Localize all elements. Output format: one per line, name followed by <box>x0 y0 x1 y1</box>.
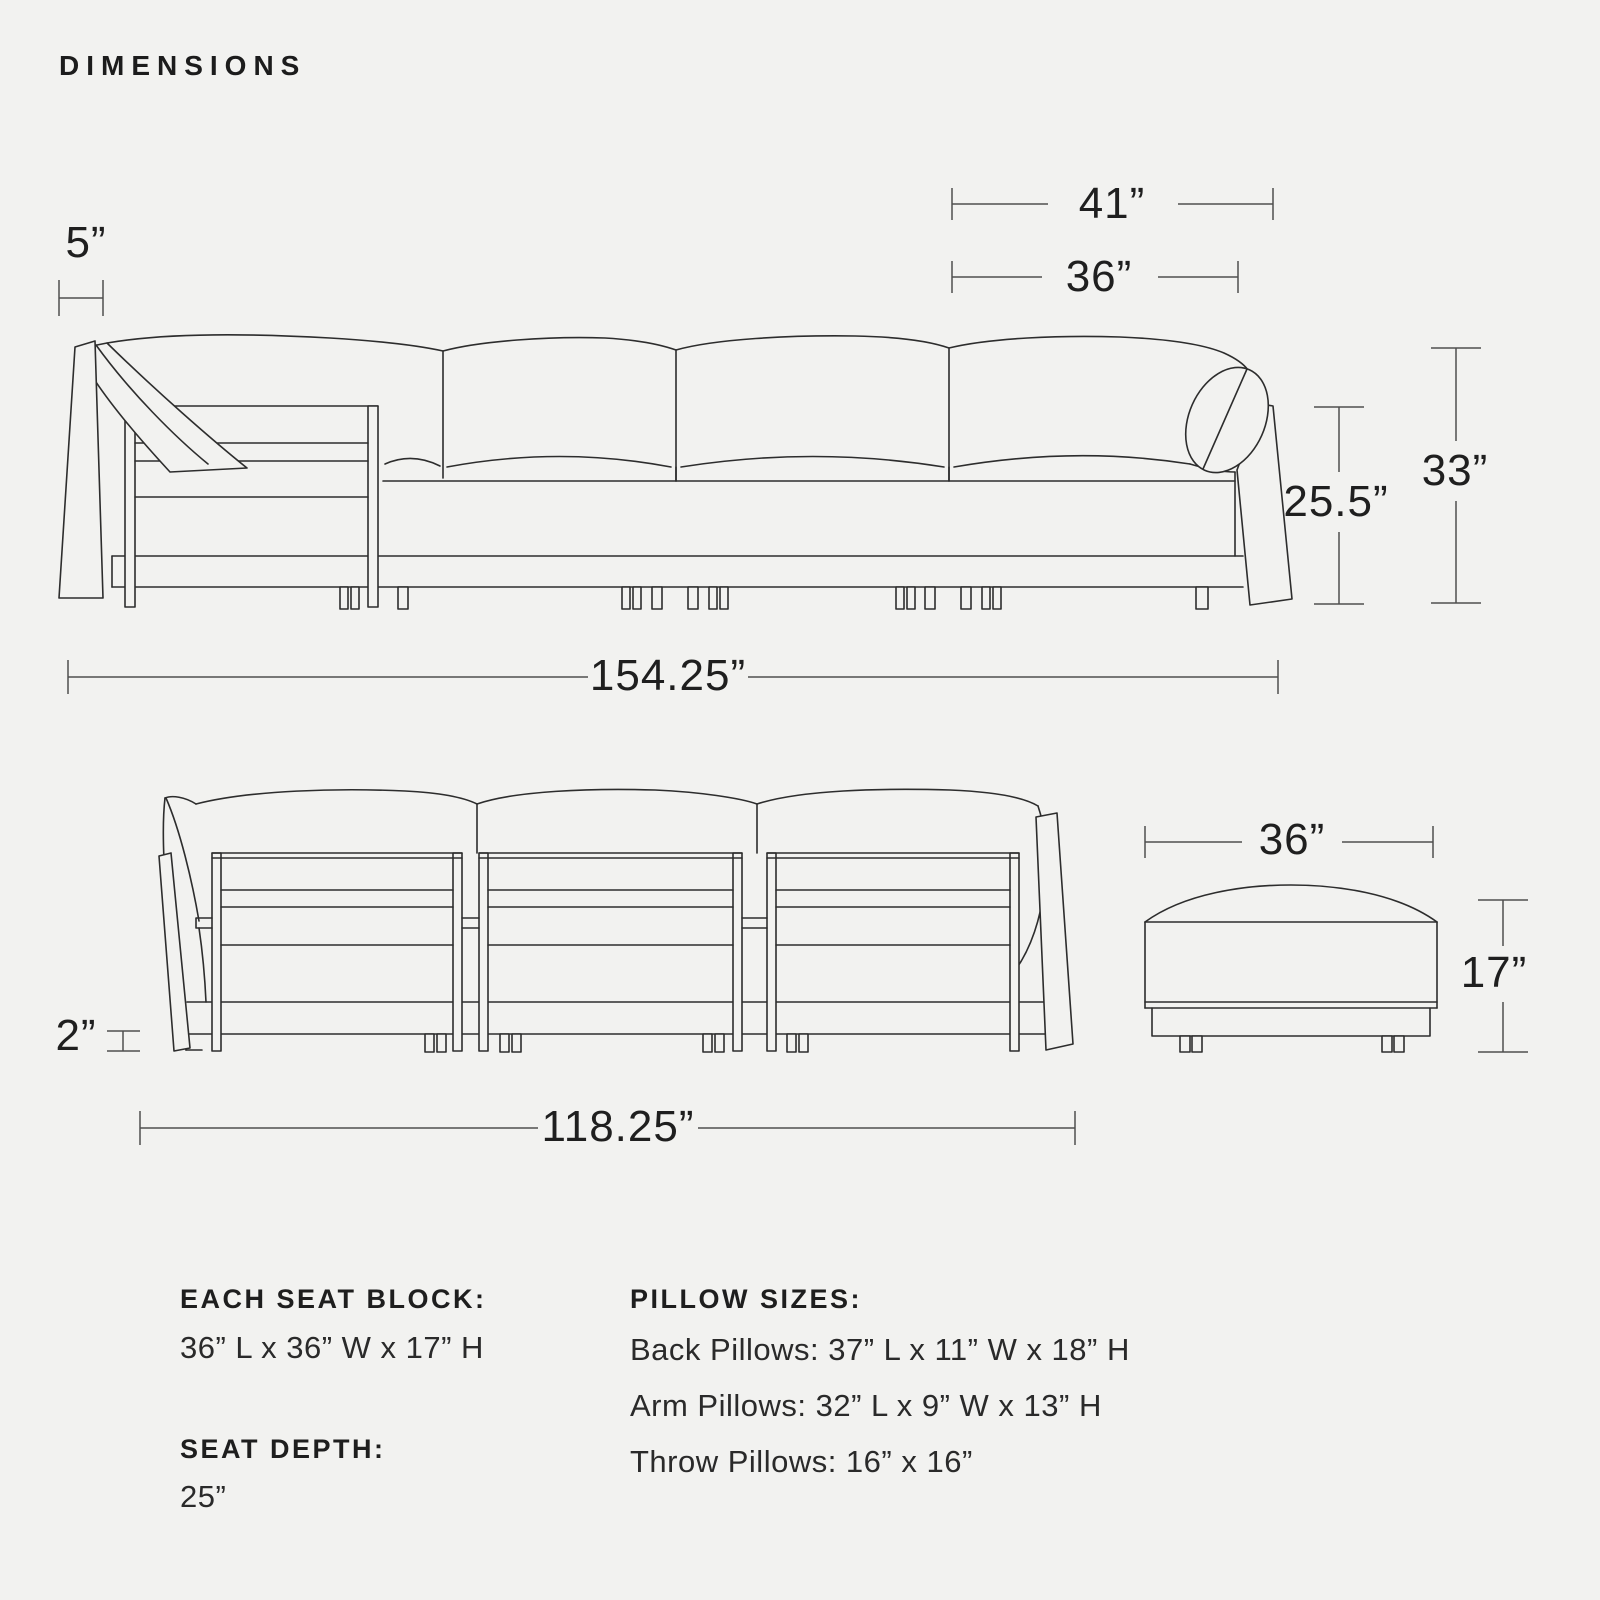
seat-depth-heading: SEAT DEPTH: <box>180 1434 386 1464</box>
ottoman-width-label: 36” <box>1258 815 1326 864</box>
seat-depth-value: 25” <box>180 1479 227 1514</box>
front-overall-length-label: 154.25” <box>589 651 747 700</box>
front-overall-height-label: 33” <box>1421 446 1489 495</box>
frame-post <box>767 853 776 1051</box>
pillow-sizes-throw: Throw Pillows: 16” x 16” <box>630 1444 973 1479</box>
front-arm-width-label: 5” <box>65 218 107 267</box>
seat-block-heading: EACH SEAT BLOCK: <box>180 1284 487 1314</box>
dim-line-arm-width <box>59 280 103 316</box>
back-left-arm <box>159 853 190 1051</box>
frame-post <box>125 406 135 607</box>
back-overall-length-label: 118.25” <box>541 1102 695 1151</box>
pillow-sizes-arm: Arm Pillows: 32” L x 9” W x 13” H <box>630 1388 1102 1423</box>
back-right-arm <box>1036 813 1073 1050</box>
seat-block-value: 36” L x 36” W x 17” H <box>180 1330 484 1365</box>
back-leg-height-label: 2” <box>55 1011 97 1060</box>
frame-post <box>1010 853 1019 1051</box>
ottoman-dimension-lines <box>1145 826 1528 1052</box>
frame-post <box>212 853 221 1051</box>
frame-post <box>733 853 742 1051</box>
front-back-height-label: 25.5” <box>1283 477 1389 526</box>
frame-post <box>453 853 462 1051</box>
front-end-seat-with-arm-label: 41” <box>1078 179 1146 228</box>
page-title: DIMENSIONS <box>59 50 307 81</box>
ottoman-drawing <box>1145 885 1437 1052</box>
front-seat-width-label: 36” <box>1065 252 1133 301</box>
dim-line-leg-height <box>107 1031 140 1051</box>
front-view-drawing <box>59 335 1292 609</box>
back-view-drawing <box>159 789 1073 1052</box>
pillow-sizes-heading: PILLOW SIZES: <box>630 1284 862 1314</box>
pillow-sizes-back: Back Pillows: 37” L x 11” W x 18” H <box>630 1332 1130 1367</box>
frame-post <box>479 853 488 1051</box>
ottoman-height-label: 17” <box>1460 948 1528 997</box>
left-arm <box>59 341 103 598</box>
frame-post <box>368 406 378 607</box>
